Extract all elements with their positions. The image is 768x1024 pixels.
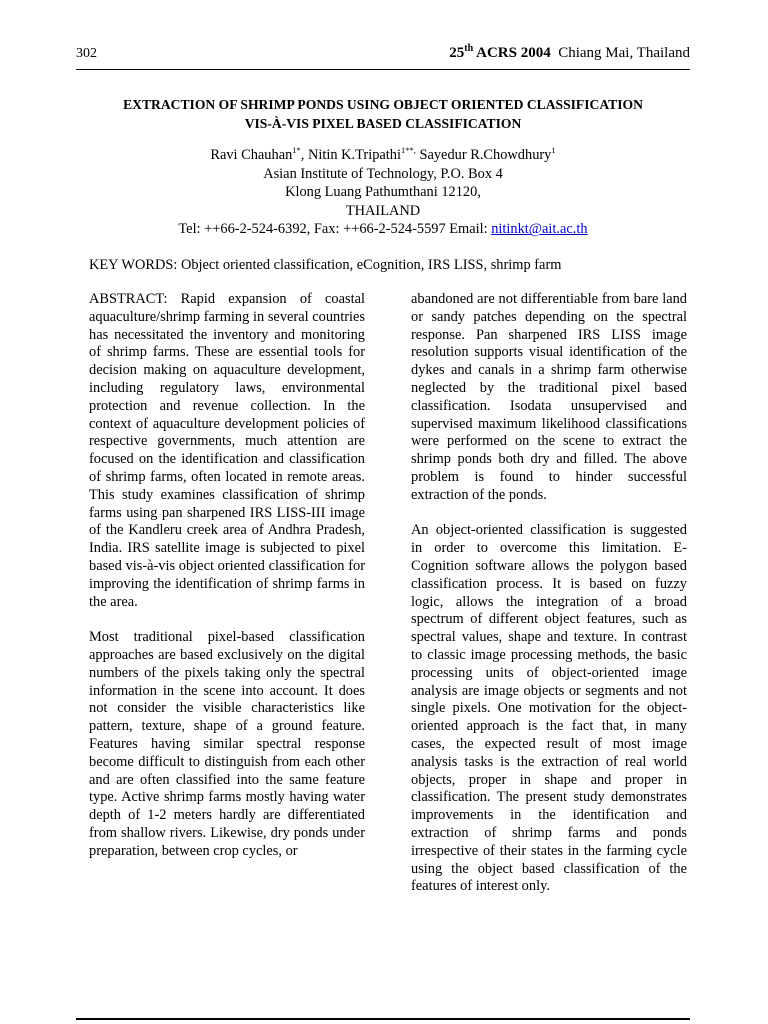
author-names (76, 146, 690, 165)
title-line-2: VIS-À-VIS PIXEL BASED CLASSIFICATION (244, 116, 522, 131)
header-rule (76, 69, 690, 70)
conference-name: ACRS 2004 (473, 45, 551, 61)
author-1-mark: 1* (292, 145, 301, 156)
abstract-paragraph: ABSTRACT: Rapid expansion of coastal aquaculture/shrimp farming in several countries has necessitated the inventory and monitoring of shrimp farms. These are essential tools for decision making on aquaculture development, including regulatory laws, environmental protection and revenue collection. In the context of aquaculture development policies of respective governments, much attention are focused on the identification and classification of shrimp farms, often located in remote areas. This study examines classification of shrimp farms using pan sharpened IRS LISS-III image of the Kandleru creek area of Andhra Pradesh, India. IRS satellite image is subjected to pixel based vis-à-vis object oriented classification for improving the identification of shrimp farms in the area. (89, 291, 365, 610)
author-block (76, 146, 690, 239)
address-line-1: Klong Luang Pathumthani 12120, (285, 184, 481, 201)
author-3-mark: 1 (551, 145, 556, 156)
conference-header (449, 45, 690, 62)
body-paragraph: Most traditional pixel-based classification approaches are based exclusively on the digital numbers of the pixels taking only the spectral information in the scene into account. It does not consider the visible characteristics like pattern, texture, shape of a ground feature. Features having similar spectral response become difficult to distinguish from each other and are often classified into the same feature type. Active shrimp farms mostly having water depth of 1-2 meters hardly are differentiated from shallow rivers. Likewise, dry ponds under preparation, between crop cycles, or (89, 629, 365, 859)
title-line-1: EXTRACTION OF SHRIMP PONDS USING OBJECT ORIENTED CLASSIFICATION (123, 97, 643, 112)
paper-title (76, 95, 690, 133)
contact-text: Tel: ++66-2-524-6392, Fax: ++66-2-524-5597 Email: (178, 221, 492, 238)
footer-rule (76, 1018, 690, 1020)
author-3: Sayedur R.Chowdhury (415, 147, 552, 163)
author-1: Ravi Chauhan (210, 147, 293, 163)
left-column (89, 291, 365, 878)
author-2: , Nitin K.Tripathi (300, 147, 401, 163)
page-number: 302 (76, 46, 97, 61)
right-column (411, 291, 687, 914)
conference-ordinal: th (464, 43, 474, 54)
email-link[interactable]: nitinkt@ait.ac.th (491, 221, 588, 238)
author-2-mark: 1**, (401, 145, 416, 156)
contact-line (76, 220, 690, 239)
conference-year: 25 (449, 45, 465, 61)
conference-place: Chiang Mai, Thailand (558, 45, 690, 61)
keywords: KEY WORDS: Object oriented classification, eCognition, IRS LISS, shrimp farm (89, 257, 562, 273)
body-paragraph: abandoned are not differentiable from bare land or sandy patches depending on the spectral response. Pan sharpened IRS LISS image resolution supports visual identification of the dykes and canals in a shrimp farm otherwise neglected by the traditional pixel based classification. Isodata unsupervised and supervised maximum likelihood classifications were performed on the scene to extract the shrimp ponds both dry and filled. The above problem is found to hinder successful extraction of the ponds. (411, 291, 687, 503)
affiliation: Asian Institute of Technology, P.O. Box 4 (263, 165, 503, 182)
address-line-2: THAILAND (345, 202, 421, 219)
body-paragraph: An object-oriented classification is suggested in order to overcome this limitation. E-Cognition software allows the polygon based classification process. It is based on fuzzy logic, allows the integration of a broad spectrum of different object features, such as spectral values, shape and texture. In contrast to classic image processing methods, the basic processing units of object-oriented image analysis are image objects or segments and not single pixels. One motivation for the object-oriented approach is the fact that, in many cases, the expected result of most image analysis tasks is the extraction of real world objects, proper in shape and proper in classification. The present study demonstrates improvements in the identification and extraction of shrimp farms and ponds irrespective of their states in the farming cycle using the object based classification of the features of interest only. (411, 522, 687, 895)
